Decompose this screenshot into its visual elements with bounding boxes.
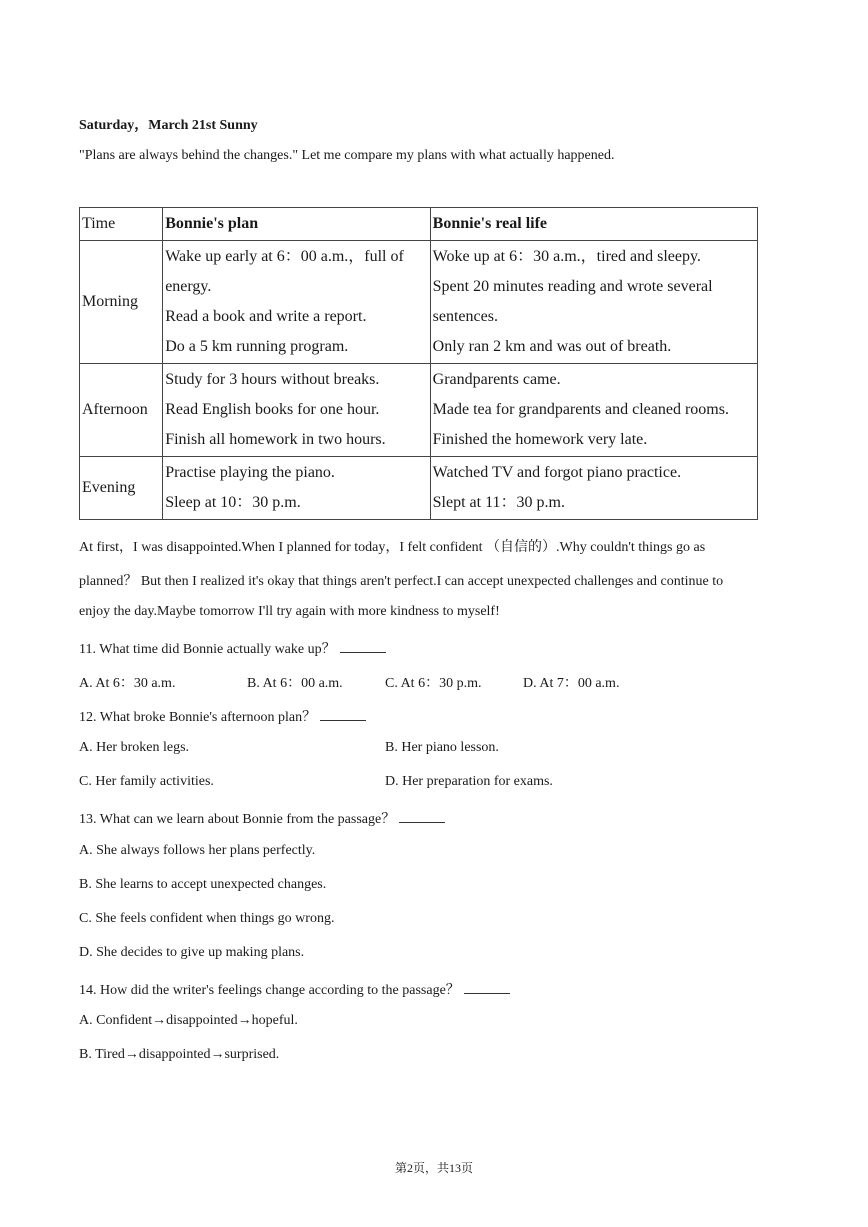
answer-blank[interactable] bbox=[340, 642, 386, 653]
option-d[interactable]: D. At 7：00 a.m. bbox=[523, 676, 620, 691]
option-c[interactable]: C. At 6：30 p.m. bbox=[385, 676, 482, 691]
plan-line: Study for 3 hours without breaks. bbox=[165, 371, 380, 388]
time-cell: Evening bbox=[80, 457, 163, 520]
real-life-cell bbox=[430, 241, 757, 364]
option-b[interactable]: B. Her piano lesson. bbox=[385, 740, 499, 755]
plan-line: Wake up early at 6：00 a.m.，full of bbox=[165, 248, 404, 265]
plan-line: Do a 5 km running program. bbox=[165, 338, 349, 355]
plan-line: Read English books for one hour. bbox=[165, 401, 380, 418]
plan-cell bbox=[163, 364, 430, 457]
question-11 bbox=[79, 638, 386, 658]
paragraph-line: enjoy the day.Maybe tomorrow I'll try again with more kindness to myself! bbox=[79, 604, 500, 619]
question-stem: 13. What can we learn about Bonnie from the passage？ bbox=[79, 812, 396, 827]
question-stem: 14. How did the writer's feelings change according to the passage？ bbox=[79, 983, 460, 998]
option-a[interactable]: A. She always follows her plans perfectly. bbox=[79, 843, 316, 858]
plan-comparison-table bbox=[79, 207, 758, 520]
plan-line: Read a book and write a report. bbox=[165, 308, 367, 325]
table-row-morning bbox=[80, 241, 758, 364]
option-d[interactable]: D. She decides to give up making plans. bbox=[79, 945, 305, 960]
header-real-life: Bonnie's real life bbox=[430, 208, 757, 241]
real-line: Woke up at 6：30 a.m.，tired and sleepy. bbox=[432, 248, 701, 265]
real-line: Grandparents came. bbox=[432, 371, 561, 388]
option-a[interactable]: A. Her broken legs. bbox=[79, 740, 190, 755]
table-row-evening bbox=[80, 457, 758, 520]
answer-blank[interactable] bbox=[320, 710, 366, 721]
time-cell: Morning bbox=[80, 241, 163, 364]
time-cell: Afternoon bbox=[80, 364, 163, 457]
plan-line: Finish all homework in two hours. bbox=[165, 431, 386, 448]
real-line: Made tea for grandparents and cleaned rooms. bbox=[432, 401, 729, 418]
table-header-row bbox=[80, 208, 758, 241]
plan-line: Practise playing the piano. bbox=[165, 464, 335, 481]
option-a[interactable]: A. At 6：30 a.m. bbox=[79, 676, 176, 691]
page-footer: 第2页，共13页 bbox=[394, 1161, 473, 1175]
real-line: Slept at 11：30 p.m. bbox=[432, 494, 565, 511]
option-b[interactable]: B. Tired→disappointed→surprised. bbox=[79, 1047, 280, 1062]
question-13 bbox=[79, 808, 445, 828]
plan-line: energy. bbox=[165, 278, 212, 295]
diary-intro: "Plans are always behind the changes." Let me compare my plans with what actually happened. bbox=[79, 148, 615, 163]
real-line: Only ran 2 km and was out of breath. bbox=[432, 338, 672, 355]
question-14 bbox=[79, 979, 510, 999]
diary-heading: Saturday，March 21st Sunny bbox=[79, 118, 258, 133]
real-line: sentences. bbox=[432, 308, 498, 325]
header-plan: Bonnie's plan bbox=[163, 208, 430, 241]
question-stem: 11. What time did Bonnie actually wake up？ bbox=[79, 642, 336, 657]
answer-blank[interactable] bbox=[464, 983, 510, 994]
real-line: Watched TV and forgot piano practice. bbox=[432, 464, 682, 481]
question-stem: 12. What broke Bonnie's afternoon plan？ bbox=[79, 710, 317, 725]
option-d[interactable]: D. Her preparation for exams. bbox=[385, 774, 553, 789]
option-c[interactable]: C. Her family activities. bbox=[79, 774, 214, 789]
plan-cell bbox=[163, 457, 430, 520]
paragraph-line: At first，I was disappointed.When I planned for today，I felt confident （自信的）.Why couldn't things go as bbox=[79, 540, 706, 555]
real-line: Spent 20 minutes reading and wrote several bbox=[432, 278, 713, 295]
option-b[interactable]: B. At 6：00 a.m. bbox=[247, 676, 343, 691]
question-12 bbox=[79, 706, 366, 726]
real-life-cell bbox=[430, 364, 757, 457]
plan-line: Sleep at 10：30 p.m. bbox=[165, 494, 301, 511]
option-b[interactable]: B. She learns to accept unexpected changes. bbox=[79, 877, 327, 892]
real-life-cell bbox=[430, 457, 757, 520]
table-row-afternoon bbox=[80, 364, 758, 457]
paragraph-line: planned？ But then I realized it's okay that things aren't perfect.I can accept unexpected challenges and continue to bbox=[79, 574, 724, 589]
answer-blank[interactable] bbox=[399, 812, 445, 823]
header-time: Time bbox=[80, 208, 163, 241]
real-line: Finished the homework very late. bbox=[432, 431, 648, 448]
option-a[interactable]: A. Confident→disappointed→hopeful. bbox=[79, 1013, 298, 1028]
option-c[interactable]: C. She feels confident when things go wrong. bbox=[79, 911, 335, 926]
plan-cell bbox=[163, 241, 430, 364]
